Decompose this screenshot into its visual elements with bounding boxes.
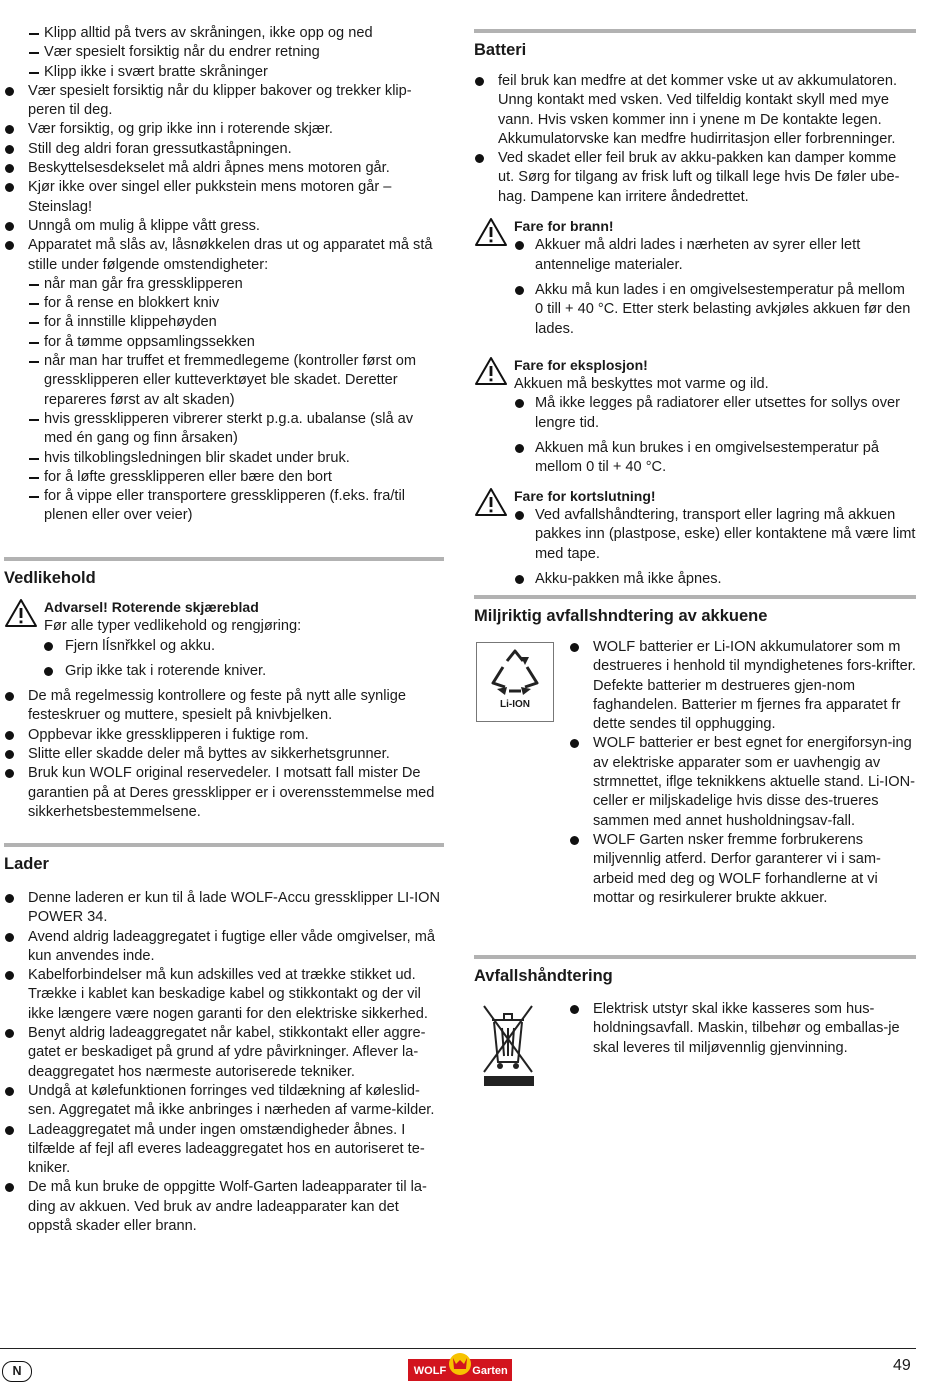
section-heading: Batteri <box>474 29 916 60</box>
list-item: hvis tilkoblingsledningen blir skadet under bruk. <box>4 449 444 468</box>
list-item: Denne laderen er kun til å lade WOLF-Accu gressklipper LI-ION POWER 34. <box>4 889 444 928</box>
warning-bullet-list <box>4 637 444 682</box>
battery-section <box>474 29 916 589</box>
list-item: Kjør ikke over singel eller pukkstein mens motoren går – Steinslag! <box>4 178 444 217</box>
list-item: Ladeaggregatet må under ingen omstændigheder åbnes. I tilfælde af fejl afl everes ladeaggregatet hos en autoriseret te-kniker. <box>4 1121 444 1179</box>
list-item: De må kun bruke de oppgitte Wolf-Garten ladeapparater til la-ding av akkuen. Ved bruk av andre ladeapparater kan det oppstå skader eller brann. <box>4 1178 444 1236</box>
list-item: Akku-pakken må ikke åpnes. <box>474 570 916 589</box>
list-item: Grip ikke tak i roterende kniver. <box>4 662 444 681</box>
short-circuit-warning-block <box>474 487 916 506</box>
list-item: WOLF Garten nsker fremme forbrukerens miljvennlig atferd. Derfor garanterer vi i sam-arbeid med deg og WOLF forhandlerne at vi mottar og resirkulerer brukte akkuer. <box>569 831 916 908</box>
list-item: Beskyttelsesdekselet må aldri åpnes mens motoren går. <box>4 159 444 178</box>
logo-word-left: WOLF <box>413 1365 447 1377</box>
list-item: Oppbevar ikke gressklipperen i fuktige rom. <box>4 726 444 745</box>
fire-bullet-list <box>474 236 916 338</box>
list-item: Fjern lÍsnřkkel og akku. <box>4 637 444 656</box>
list-item: Benyt aldrig ladeaggregatet når kabel, stikkontakt eller aggre-gatet er beskadiget på grund af ydre påvirkninger. Aflever la-deaggregatet hos nærmeste autoriserede tekniker. <box>4 1024 444 1082</box>
list-item: Undgå at kølefunktionen forringes ved tildækning af køleslid-sen. Aggregatet må ikke anbringes i nærheden af varme-kilder. <box>4 1082 444 1121</box>
crossed-bin-icon <box>478 1000 538 1094</box>
list-item: for å rense en blokkert kniv <box>4 294 444 313</box>
intro-dash-list <box>4 24 444 82</box>
section-heading: Lader <box>4 843 444 874</box>
section-heading: Miljriktig avfallshndtering av akkuene <box>474 595 916 626</box>
list-item: Må ikke legges på radiatorer eller utsettes for sollys over lengre tid. <box>474 394 916 433</box>
language-badge: N <box>2 1361 32 1382</box>
list-item: Apparatet må slås av, låsnøkkelen dras ut og apparatet må stå stille under følgende omstendigheter: <box>4 236 444 275</box>
maintenance-bullet-list <box>4 687 444 822</box>
charger-section <box>4 843 444 1236</box>
warning-triangle-icon <box>4 598 38 634</box>
list-item: Akkuer må aldri lades i nærheten av syrer eller lett antennelige materialer. <box>474 236 916 275</box>
footer-divider <box>0 1348 916 1349</box>
list-item: WOLF batterier er best egnet for energiforsyn-ing av elektriske apparater som er uavhengig av strmnettet, iflge teknikkens aktuelle stand. Li-ION-celler er miljskadelige hvis disse des-trueres sammen med annet husholdningsav-fall. <box>569 734 916 830</box>
list-item: Avend aldrig ladeaggregatet i fugtige eller våde omgivelser, må kun anvendes inde. <box>4 928 444 967</box>
disposal-bullet-list <box>569 1000 916 1058</box>
intro-bullet-list <box>4 82 444 275</box>
list-item: Ved avfallshåndtering, transport eller lagring må akkuen pakkes inn (plastpose, eske) eller kontaktene må være limt med tape. <box>474 506 916 564</box>
warning-title: Fare for eksplosjon! <box>514 356 648 373</box>
stop-condition-list <box>4 275 444 526</box>
recycling-section <box>474 595 916 908</box>
list-item: når man har truffet et fremmedlegeme (kontroller først om gressklipperen eller kutteverktøyet ble skadet. Deretter repareres først av alt skaden) <box>4 352 444 410</box>
warning-block <box>4 598 444 637</box>
battery-bullet-list <box>474 72 916 207</box>
list-item: for å vippe eller transportere gressklipperen (f.eks. fra/til plenen eller over veier) <box>4 487 444 526</box>
list-item: Bruk kun WOLF original reservedeler. I motsatt fall mister De garantien på at Deres gressklipper er i overensstemmelse med sikkerhetsbestemmelsene. <box>4 764 444 822</box>
list-item: Akkuen må kun brukes i en omgivelsestemperatur på mellom 0 til + 40 °C. <box>474 439 916 478</box>
recycling-body <box>474 638 916 908</box>
recycling-li-ion-icon <box>476 642 554 722</box>
list-item: når man går fra gressklipperen <box>4 275 444 294</box>
wolf-garten-logo <box>408 1352 512 1384</box>
fire-warning-block <box>474 217 916 236</box>
section-heading: Avfallshåndtering <box>474 955 916 986</box>
left-column <box>4 24 444 526</box>
list-item: Kabelforbindelser må kun adskilles ved at trække stikket ud. Trække i kablet kan beskadige kabel og stikkontakt og der vil ikke længere være nogen garanti for den elektriske sikkerhed. <box>4 966 444 1024</box>
warning-text: Akkuen må beskyttes mot varme og ild. <box>514 376 769 393</box>
maintenance-section <box>4 557 444 822</box>
list-item: Ved skadet eller feil bruk av akku-pakken kan damper komme ut. Sørg for tilgang av frisk luft og tilkall lege hvis De føler ube-hag. Dampene kan irritere åndedrettet. <box>474 149 916 207</box>
recycling-bullet-list <box>569 638 916 908</box>
list-item: hvis gressklipperen vibrerer sterkt p.g.a. ubalanse (slå av med én gang og finn årsaken) <box>4 410 444 449</box>
section-heading: Vedlikehold <box>4 557 444 588</box>
list-item: Slitte eller skadde deler må byttes av sikkerhetsgrunner. <box>4 745 444 764</box>
charger-bullet-list <box>4 889 444 1236</box>
list-item: Akku må kun lades i en omgivelsestemperatur på mellom 0 till + 40 °C. Etter sterk belasting avkjøles akkuen før den lades. <box>474 281 916 339</box>
disposal-section <box>474 955 916 1058</box>
list-item: Unngå om mulig å klippe vått gress. <box>4 217 444 236</box>
list-item: WOLF batterier er Li-ION akkumulatorer som m destrueres i henhold til myndighetenes fors-krifter. Defekte batterier m destrueres gjen-nom faghandelen. Batterier m fjernes fra apparatet fr dette sendes til opphugging. <box>569 638 916 734</box>
list-item: for å innstille klippehøyden <box>4 313 444 332</box>
explosion-warning-block <box>474 356 916 395</box>
list-item: for å tømme oppsamlingssekken <box>4 333 444 352</box>
list-item: for å løfte gressklipperen eller bære den bort <box>4 468 444 487</box>
warning-title: Fare for brann! <box>514 218 614 235</box>
explosion-bullet-list <box>474 394 916 477</box>
warning-title: Fare for kortslutning! <box>514 487 656 504</box>
list-item: Still deg aldri foran gressutkaståpningen. <box>4 140 444 159</box>
warning-text: Før alle typer vedlikehold og rengjøring: <box>44 618 302 635</box>
list-item: Vær spesielt forsiktig når du klipper bakover og trekker klip-peren til deg. <box>4 82 444 121</box>
disposal-body <box>474 1000 916 1058</box>
list-item: feil bruk kan medfre at det kommer vske ut av akkumulatoren. Unng kontakt med vsken. Ved tilfeldig kontakt skyll med mye vann. Hvis vsken kommer inn i ynene m De kontakte legen. Akkumulatorvske kan medfre hudirritasjon eller forbrenninger. <box>474 72 916 149</box>
warning-triangle-icon <box>474 356 508 392</box>
li-ion-label: Li-ION <box>500 699 530 710</box>
warning-title: Advarsel! Roterende skjæreblad <box>44 599 259 615</box>
list-item: Klipp ikke i svært bratte skråninger <box>4 63 444 82</box>
page-number: 49 <box>893 1357 911 1374</box>
list-item: Elektrisk utstyr skal ikke kasseres som hus-holdningsavfall. Maskin, tilbehør og emballas-je skal leveres til miljøvennlig gjenvinning. <box>569 1000 916 1058</box>
list-item: Vær spesielt forsiktig når du endrer retning <box>4 43 444 62</box>
list-item: Vær forsiktig, og grip ikke inn i roterende skjær. <box>4 120 444 139</box>
logo-word-right: Garten <box>472 1365 508 1377</box>
list-item: De må regelmessig kontrollere og feste på nytt alle synlige festeskruer og muttere, spesielt på knivbjelken. <box>4 687 444 726</box>
short-circuit-bullet-list <box>474 506 916 589</box>
list-item: Klipp alltid på tvers av skråningen, ikke opp og ned <box>4 24 444 43</box>
